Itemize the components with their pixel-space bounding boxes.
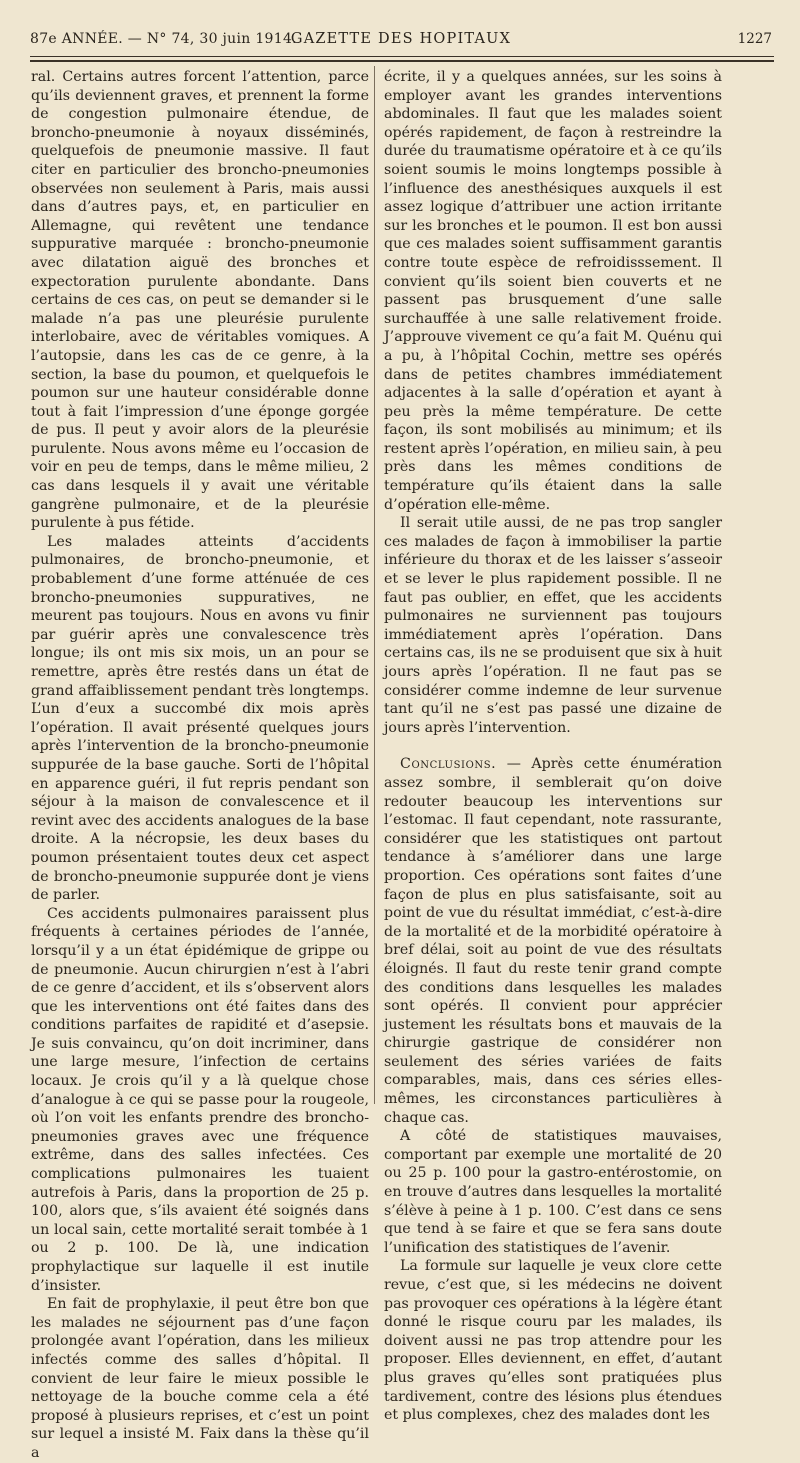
- section-heading: Conclusions.: [400, 756, 497, 773]
- paragraph: Ces accidents pulmonaires paraissent plus fréquents à certaines périodes de l’année, lorsqu’il y a un état épidémique de grippe ou de pneumonie. Aucun chirurgien n’est à l’abri de ce genre d’accident, et ils s’observent alors que les interventions ont été faites dans des conditions parfaites de rapidité et d’asepsie. Je suis convaincu, qu’on doit incriminer, dans une large mesure, l’infection de certains locaux. Je crois qu’il y a là quelque chose d’analogue à ce qui se passe pour la rougeole, où l’on voit les enfants prendre des broncho-pneumonies graves avec une fréquence extrême, dans des salles infectées. Ces complications pulmonaires les tuaient autrefois à Paris, dans la proportion de 25 p. 100, alors que, s’ils avaient été soignés dans un local sain, cette mortalité serait tombée à 1 ou 2 p. 100. De là, une indication prophylactique sur laquelle il est inutile d’insister.: [31, 905, 369, 1294]
- page-number: 1227: [737, 31, 772, 47]
- paragraph: En fait de prophylaxie, il peut être bon que les malades ne séjournent pas d’une façon prolongée avant l’opération, dans les milieux infectés comme des salles d’hôpital. Il convient de leur faire le mieux possible le nettoyage de la bouche comme cela a été proposé à plusieurs reprises, et c’est un point sur lequel a insisté M. Faix dans la thèse qu’il a: [31, 1296, 369, 1461]
- header-rule-thin: [30, 56, 774, 57]
- conclusions-paragraph: [384, 755, 722, 1127]
- paragraph: Il serait utile aussi, de ne pas trop sangler ces malades de façon à immobiliser la partie inférieure du thorax et de les laisser s’asseoir et se lever le plus rapidement possible. Il ne faut pas oublier, en effet, que les accidents pulmonaires ne surviennent pas toujours immédiatement après l’opération. Dans certains cas, ils ne se produisent que six à huit jours après l’opération. Il ne faut pas se considérer comme indemne de leur survenue tant qu’il ne s’est pas passé une dizaine de jours après l’intervention.: [384, 515, 722, 736]
- header-rule-thick: [30, 60, 774, 62]
- journal-title: GAZETTE DES HOPITAUX: [290, 31, 512, 47]
- paragraph: A côté de statistiques mauvaises, comportant par exemple une mortalité de 20 ou 25 p. 100 pour la gastro-entérostomie, on en trouve d’autres dans lesquelles la mortalité s’élève à peine à 1 p. 100. C’est dans ce sens que tend à se faire et que se fera sans doute l’unification des statistiques de l’avenir.: [384, 1128, 722, 1256]
- paragraph: La formule sur laquelle je veux clore cette revue, c’est que, si les médecins ne doivent pas provoquer ces opérations à la légère étant donné le risque couru par les malades, ils doivent aussi ne pas trop attendre pour les proposer. Elles deviennent, en effet, d’autant plus graves qu’elles sont pratiquées plus tardivement, contre des lésions plus étendues et plus complexes, chez des malades dont les: [384, 1258, 722, 1424]
- paragraph: Les malades atteints d’accidents pulmonaires, de broncho-pneumonie, et probablement d’une forme atténuée de ces broncho-pneumonies suppuratives, ne meurent pas toujours. Nous en avons vu finir par guérir après une convalescence très longue; ils ont mis six mois, un an pour se remettre, après être restés dans un état de grand affaiblissement pendant très longtemps. L’un d’eux a succombé dix mois après l’opération. Il avait présenté quelques jours après l’intervention de la broncho-pneumonie suppurée de la base gauche. Sorti de l’hôpital en apparence guéri, il fut repris pendant son séjour à la maison de convalescence et il revint avec des accidents analogues de la base droite. A la nécropsie, les deux bases du poumon présentaient toutes deux cet aspect de broncho-pneumonie suppurée dont je viens de parler.: [31, 533, 369, 904]
- paragraph-text: — Après cette énumération assez sombre, il semblerait qu’on doive redouter beaucoup les interventions sur l’estomac. Il faut cependant, note rassurante, considérer que les statistiques ont partout tendance à s’améliorer dans une large proportion. Ces opérations sont faites d’une façon de plus en plus satisfaisante, soit au point de vue du résultat immédiat, c’est-à-dire de la mortalité et de la morbidité opératoire à bref délai, soit au point de vue des résultats éloignés. Il faut du reste tenir grand compte des conditions dans lesquelles les malades sont opérés. Il convient pour apprécier justement les résultats bons et mauvais de la chirurgie gastrique de considérer non seulement des séries variées de faits comparables, mais, dans ces séries elles-mêmes, les circonstances particulières à chaque cas.: [384, 756, 722, 1126]
- left-column: [31, 68, 369, 1463]
- issue-info: 87e ANNÉE. — N° 74, 30 juin 1914.: [30, 31, 297, 47]
- paragraph: écrite, il y a quelques années, sur les soins à employer avant les grandes interventions abdominales. Il faut que les malades soient opérés rapidement, de façon à restreindre la durée du traumatisme opératoire et à ce qu’ils soient soumis le moins longtemps possible à l’influence des anesthésiques auxquels il est assez logique d’attribuer une action irritante sur les bronches et le poumon. Il est bon aussi que ces malades soient suffisamment garantis contre toute espèce de refroidisssement. Il convient qu’ils soient bien couverts et ne passent pas brusquement d’une salle surchauffée à une salle relativement froide. J’approuve vivement ce qu’a fait M. Quénu qui a pu, à l’hôpital Cochin, mettre ses opérés dans de petites chambres immédiatement adjacentes à la salle d’opération et ayant à peu près la même température. De cette façon, ils sont mobilisés au minimum; et ils restent après l’opération, en milieu sain, à peu près dans les mêmes conditions de température qu’ils étaient dans la salle d’opération elle-même.: [384, 69, 722, 513]
- column-divider: [374, 66, 375, 1104]
- running-header: [30, 31, 772, 53]
- right-column: [384, 68, 722, 1425]
- paragraph: ral. Certains autres forcent l’attention, parce qu’ils deviennent graves, et prennent la forme de congestion pulmonaire étendue, de broncho-pneumonie à noyaux disséminés, quelquefois de pneumonie massive. Il faut citer en particulier des broncho-pneumonies observées non seulement à Paris, mais aussi dans d’autres pays, et, en particulier en Allemagne, qui revêtent une tendance suppurative marquée : broncho-pneumonie avec dilatation aiguë des bronches et expectoration purulente abondante. Dans certains de ces cas, on peut se demander si le malade n’a pas une pleurésie purulente interlobaire, avec de véritables vomiques. A l’autopsie, dans les cas de ce genre, à la section, la base du poumon, et quelquefois le poumon sur une hauteur considérable donne tout à fait l’impression d’une éponge gorgée de pus. Il peut y avoir alors de la pleurésie purulente. Nous avons même eu l’occasion de voir en peu de temps, dans le même milieu, 2 cas dans lesquels il y avait une véritable gangrène pulmonaire, et de la pleurésie purulente à pus fétide.: [31, 69, 369, 532]
